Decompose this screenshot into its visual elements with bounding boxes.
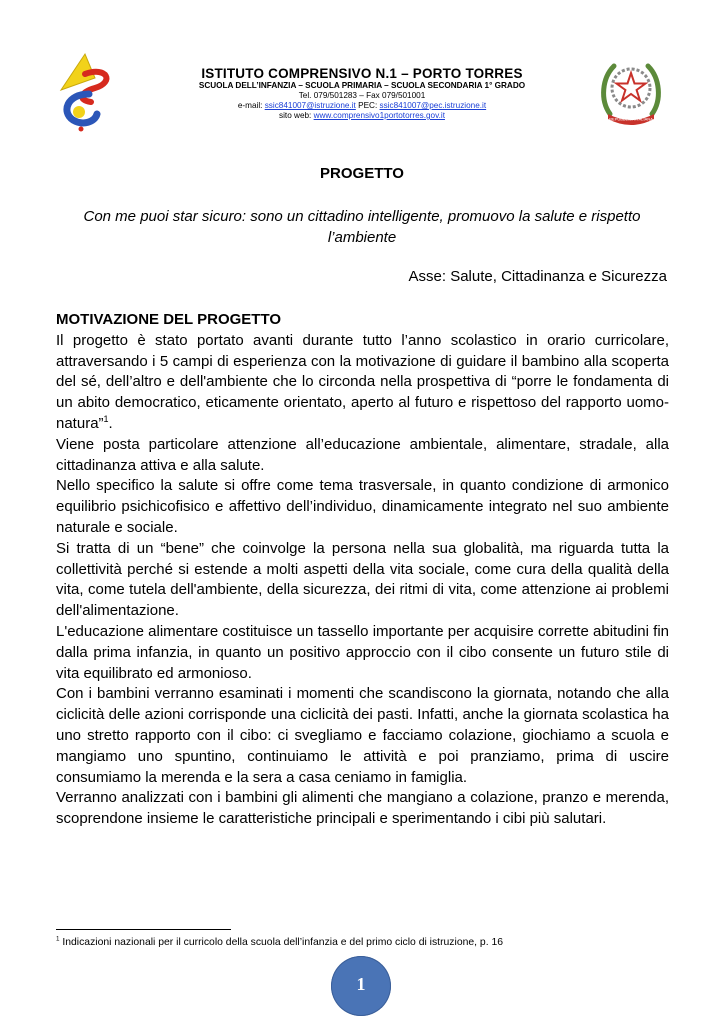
republic-emblem (598, 56, 664, 126)
project-axis: Asse: Salute, Cittadinanza e Sicurezza (408, 268, 667, 285)
document-heading: PROGETTO (320, 165, 404, 182)
footnote-text: Indicazioni nazionali per il curricolo della scuola dell’infanzia e del primo ciclo di istruzione, p. 16 (59, 937, 504, 948)
pec-label: PEC: (355, 101, 380, 110)
paragraph-3: Nello specifico la salute si offre come tema trasversale, in quanto condizione di armonico equilibrio psichicofisico e affettivo dell’individuo, dinamicamente integrato nel suo ambiente naturale e sociale. (56, 477, 669, 536)
school-phone: Tel. 079/501283 – Fax 079/501001 (298, 91, 426, 100)
paragraph-7: Verranno analizzati con i bambini gli alimenti che mangiano a colazione, pranzo e merenda, scoprendone insieme le caratteristiche principali e sperimentando i cibi più salutari. (56, 789, 669, 828)
email-link[interactable]: ssic841007@istruzione.it (264, 101, 356, 110)
site-label: sito web: (279, 111, 314, 120)
section-title: MOTIVAZIONE DEL PROGETTO (56, 311, 282, 328)
footnote-number: 1 (56, 935, 60, 943)
school-levels: SCUOLA DELL’INFANZIA – SCUOLA PRIMARIA – SCUOLA SECONDARIA 1° GRADO (198, 81, 526, 90)
school-email-line (150, 101, 574, 111)
page-number-badge: 1 (331, 956, 391, 1016)
paragraph-1-text: Il progetto è stato portato avanti durante tutto l’anno scolastico in orario curricolare, attraversando i 5 campi di esperienza con la motivazione di guidare il bambino alla scoperta del sé, dell’altro e dell'ambiente che lo circonda nella prospettiva di “porre le fondamenta di un abito democratico, eticamente orientato, aperto al futuro e rispettoso del rapporto uomo-natura” (56, 331, 669, 432)
footnote (56, 937, 503, 948)
emblem-ribbon-text: REPUBBLICA ITALIANA (609, 116, 653, 122)
paragraph-5: L'educazione alimentare costituisce un tassello importante per acquisire corrette abitudini fin dalla prima infanzia, in quanto un positivo approccio con il cibo consente un futuro stile di vita equilibrato ed armonioso. (56, 622, 669, 682)
school-name: ISTITUTO COMPRENSIVO N.1 – PORTO TORRES (201, 66, 523, 81)
document-body (56, 310, 669, 830)
site-link[interactable]: www.comprensivo1portotorres.gov.it (313, 111, 445, 120)
logo-yellow-dot (73, 106, 85, 118)
project-subtitle: Con me puoi star sicuro: sono un cittadino intelligente, promuovo la salute e rispetto l’ambiente (83, 208, 641, 246)
paragraph-4: Si tratta di un “bene” che coinvolge la persona nella sua globalità, ma riguarda tutta la collettività perché si estende a molti aspetti della vita sociale, come cura della qualità della vita, come tutela dell'ambiente, della sicurezza, dei ritmi di vita, come attenzione ai problemi dell'alimentazione. (56, 539, 669, 620)
pec-link[interactable]: ssic841007@pec.istruzione.it (379, 101, 487, 110)
paragraph-6: Con i bambini verranno esaminati i momenti che scandiscono la giornata, notando che alla ciclicità delle azioni corrisponde una ciclicità dei pasti. Infatti, anche la giornata scolastica ha uno stretto rapporto con il cibo: ci svegliamo e facciamo colazione, giochiamo a scuola e mangiamo uno spuntino, continuiamo le attività e poi pranziamo, prima di uscire consumiamo la merenda e la sera a casa ceniamo in famiglia. (56, 685, 669, 786)
school-site-line (150, 111, 574, 121)
paragraph-2: Viene posta particolare attenzione all’educazione ambientale, alimentare, stradale, alla cittadinanza attiva e alla salute. (56, 435, 669, 474)
footnote-divider (56, 929, 231, 930)
school-header (150, 66, 574, 121)
paragraph-1 (56, 331, 669, 435)
school-logo (55, 52, 117, 132)
email-label: e-mail: (237, 101, 265, 110)
paragraph-1-end: . (108, 414, 113, 432)
footnote-ref: 1 (103, 413, 109, 424)
logo-red-dot (79, 127, 84, 132)
